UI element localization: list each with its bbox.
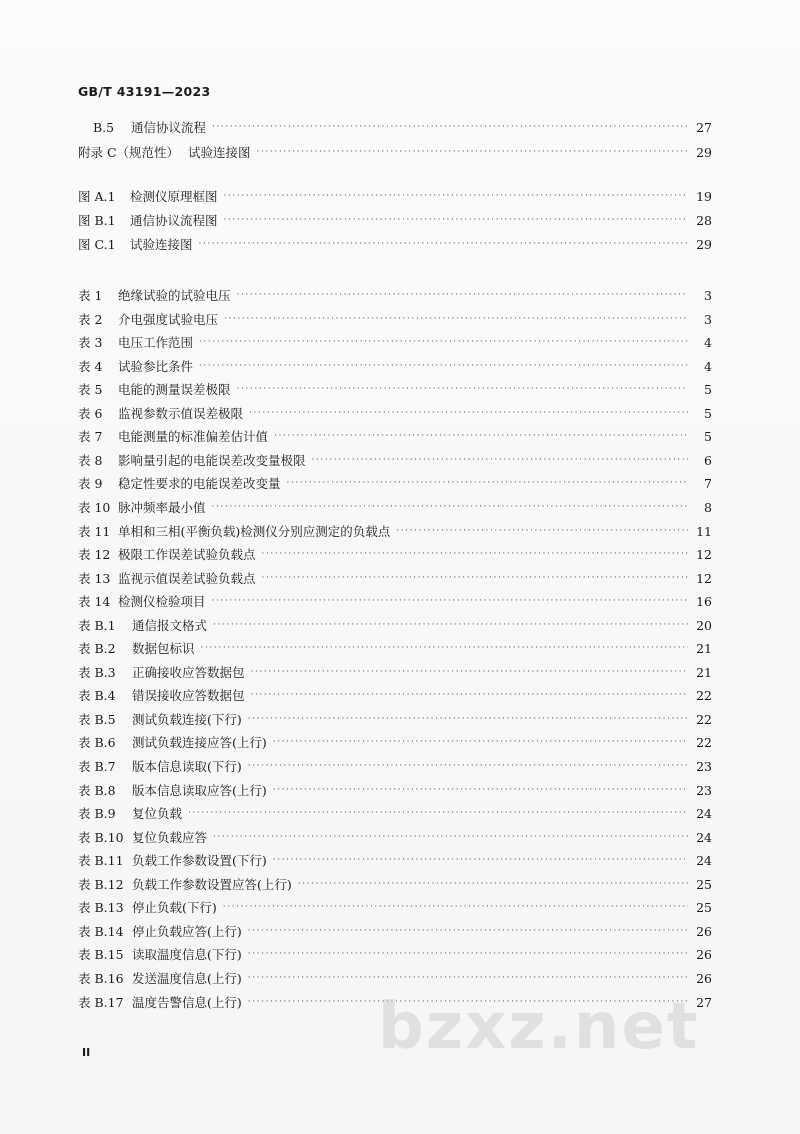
toc-entry-title: 版本信息读取(下行) [132, 759, 242, 774]
toc-entry-number: 表 1 [78, 288, 103, 303]
toc-entry-number: 表 B.7 [78, 759, 116, 774]
toc-entry-page: 5 [704, 381, 712, 397]
toc-entry [78, 686, 712, 704]
toc-entry-label [78, 522, 390, 540]
toc-leader-dots [248, 710, 688, 728]
toc-entry-page: 5 [704, 428, 712, 444]
toc-entry [78, 969, 712, 987]
toc-entry [78, 211, 712, 229]
toc-entry-page: 25 [696, 876, 712, 892]
toc-entry-label [78, 733, 267, 751]
toc-entry-number: 表 B.13 [78, 900, 124, 915]
toc-entry-page: 24 [696, 805, 712, 821]
toc-entry-number: 表 B.15 [78, 947, 124, 962]
toc-entry-title: 发送温度信息(上行) [132, 971, 242, 986]
toc-entry-label [78, 851, 267, 869]
toc-leader-dots [262, 569, 688, 587]
toc-entry-label [78, 969, 242, 987]
toc-entry-title: 复位负载应答 [132, 830, 208, 845]
toc-entry-page: 28 [696, 212, 712, 228]
toc-entry-title: 介电强度试验电压 [118, 312, 219, 327]
toc-leader-dots [199, 357, 688, 375]
toc-entry-label [78, 686, 245, 704]
toc-entry-page: 19 [696, 188, 712, 204]
toc-leader-dots [273, 851, 688, 869]
toc-entry-number: 表 B.17 [78, 995, 124, 1010]
toc-entry-page: 16 [696, 593, 712, 609]
toc-entry-page: 27 [696, 119, 712, 135]
toc-entry-page: 26 [696, 923, 712, 939]
toc-entry-page: 12 [696, 546, 712, 562]
toc-entry-number: 表 B.2 [78, 641, 116, 656]
toc-entry-label [78, 404, 243, 422]
toc-entry [78, 235, 712, 253]
toc-entry-page: 21 [696, 664, 712, 680]
toc-entry-label [78, 828, 207, 846]
toc-entry-label [78, 569, 256, 587]
toc-entry-title: 试验连接图 [188, 145, 251, 160]
page-number: II [82, 1046, 91, 1059]
toc-entry-number: 表 B.6 [78, 735, 116, 750]
toc-entry-label [78, 945, 242, 963]
toc-entry [78, 639, 712, 657]
toc-entry-title: 通信协议流程 [131, 120, 207, 135]
toc-entry-number: 表 10 [78, 500, 111, 515]
toc-entry-number: 图 B.1 [78, 213, 116, 228]
toc-entry-label [78, 235, 193, 253]
toc-leader-dots [287, 474, 688, 492]
toc-leader-dots [248, 969, 688, 987]
toc-leader-dots [212, 118, 688, 136]
toc-leader-dots [212, 592, 688, 610]
toc-entry-number: 表 8 [78, 453, 103, 468]
toc-leader-dots [273, 781, 688, 799]
toc-entry [78, 757, 712, 775]
toc-entry [78, 333, 712, 351]
toc-entry-page: 6 [704, 452, 712, 468]
toc-entry-label [78, 898, 217, 916]
toc-entry-number: 表 B.9 [78, 806, 116, 821]
toc-entry-title: 温度告警信息(上行) [132, 995, 242, 1010]
toc-entry-number: 表 B.12 [78, 877, 124, 892]
toc-leader-dots [298, 875, 688, 893]
toc-entry-title: 负载工作参数设置(下行) [132, 853, 267, 868]
toc-entry [78, 592, 712, 610]
toc-entry-label [78, 474, 281, 492]
toc-entry-title: 复位负载 [132, 806, 183, 821]
toc-entry-number: 表 B.11 [78, 853, 124, 868]
toc-entry-label [78, 286, 231, 304]
toc-entry-label [78, 710, 242, 728]
toc-entry-label [78, 639, 195, 657]
toc-entry-label [78, 781, 267, 799]
toc-entry-label [78, 757, 242, 775]
toc-leader-dots [396, 522, 688, 540]
toc-entry-number: 表 B.10 [78, 830, 124, 845]
toc-entry [78, 922, 712, 940]
toc-leader-dots [237, 380, 688, 398]
toc-leader-dots [248, 945, 688, 963]
toc-entry-page: 20 [696, 617, 712, 633]
toc-entry-page: 4 [704, 358, 712, 374]
toc-leader-dots [201, 639, 688, 657]
toc-entry-number: 表 6 [78, 406, 103, 421]
toc-entry-label [78, 211, 218, 229]
toc-entry-label [78, 663, 245, 681]
toc-entry-label [78, 498, 206, 516]
toc-entry-title: 电能的测量误差极限 [118, 382, 231, 397]
toc-entry [78, 733, 712, 751]
toc-entry-number: 表 4 [78, 359, 103, 374]
toc-leader-dots [223, 898, 688, 916]
toc-entry [78, 187, 712, 205]
toc-entry-number: 表 B.14 [78, 924, 124, 939]
toc-entry-title: 通信报文格式 [132, 618, 208, 633]
toc-entry-number: 图 C.1 [78, 237, 116, 252]
toc-entry-number: 表 12 [78, 547, 111, 562]
toc-entry [78, 474, 712, 492]
toc-entry-number: 表 5 [78, 382, 103, 397]
toc-entry-page: 8 [704, 499, 712, 515]
toc-entry-page: 24 [696, 829, 712, 845]
toc-leader-dots [251, 663, 688, 681]
toc-entry-page: 12 [696, 570, 712, 586]
toc-entry-page: 26 [696, 946, 712, 962]
toc-entry-title: 负载工作参数设置应答(上行) [132, 877, 292, 892]
toc-entry-page: 29 [696, 144, 712, 160]
toc-entry-title: 读取温度信息(下行) [132, 947, 242, 962]
toc-entry [78, 663, 712, 681]
toc-entry-page: 11 [696, 523, 712, 539]
toc-entry [78, 380, 712, 398]
toc-entry-number: 表 9 [78, 476, 103, 491]
toc-entry-title: 正确接收应答数据包 [132, 665, 245, 680]
toc-entry-page: 21 [696, 640, 712, 656]
toc-entry [78, 498, 712, 516]
toc-entry-number: 表 7 [78, 429, 103, 444]
toc-entry [78, 616, 712, 634]
toc-entry-page: 23 [696, 782, 712, 798]
toc-entry-page: 4 [704, 334, 712, 350]
toc-entry [78, 781, 712, 799]
toc-entry [78, 804, 712, 822]
toc-entry-title: 电压工作范围 [118, 335, 194, 350]
toc-entry-number: 表 B.1 [78, 618, 116, 633]
toc-entry-title: 检测仪检验项目 [118, 594, 206, 609]
toc-entry-title: 监视示值误差试验负载点 [118, 571, 256, 586]
toc-leader-dots [248, 922, 688, 940]
toc-entry-number: 附录 C（规范性） [78, 145, 180, 160]
watermark: bzxz.net [378, 990, 700, 1064]
toc-entry-title: 监视参数示值误差极限 [118, 406, 244, 421]
toc-leader-dots [212, 498, 688, 516]
toc-entry [78, 898, 712, 916]
toc-leader-dots [312, 451, 688, 469]
toc-leader-dots [199, 235, 688, 253]
toc-entry-page: 24 [696, 852, 712, 868]
toc-entry [78, 286, 712, 304]
toc-entry-label [78, 310, 218, 328]
toc-entry-number: 表 B.8 [78, 783, 116, 798]
toc-entry [93, 118, 712, 136]
toc-entry-label [78, 187, 218, 205]
toc-entry-label [78, 451, 306, 469]
toc-leader-dots [262, 545, 688, 563]
toc-leader-dots [224, 310, 688, 328]
toc-entry-page: 22 [696, 734, 712, 750]
toc-entry-title: 停止负载(下行) [132, 900, 217, 915]
toc-leader-dots [257, 143, 688, 161]
toc-entry-label [78, 333, 193, 351]
toc-entry-title: 试验连接图 [130, 237, 193, 252]
toc-entry-page: 23 [696, 758, 712, 774]
toc-entry-number: 表 14 [78, 594, 111, 609]
toc-entry-title: 电能测量的标准偏差估计值 [118, 429, 269, 444]
toc-leader-dots [224, 187, 688, 205]
toc-entry-number: 表 B.16 [78, 971, 124, 986]
toc-entry-label [78, 875, 292, 893]
toc-entry-title: 试验参比条件 [118, 359, 194, 374]
toc-leader-dots [237, 286, 688, 304]
toc-entry [78, 851, 712, 869]
toc-entry-title: 极限工作误差试验负载点 [118, 547, 256, 562]
toc-entry-label [78, 427, 268, 445]
toc-entry-number: 表 13 [78, 571, 111, 586]
toc-entry-number: 表 3 [78, 335, 103, 350]
toc-entry-label [78, 804, 182, 822]
toc-entry-page: 3 [704, 311, 712, 327]
toc-entry-page: 25 [696, 899, 712, 915]
toc-entry [78, 828, 712, 846]
toc-entry [78, 404, 712, 422]
toc-entry-label [78, 380, 231, 398]
toc-entry-number: 表 B.4 [78, 688, 116, 703]
toc-entry-title: 测试负载连接应答(上行) [132, 735, 267, 750]
toc-leader-dots [273, 733, 688, 751]
toc-entry-number: 表 11 [78, 524, 111, 539]
toc-entry-page: 29 [696, 236, 712, 252]
toc-entry-title: 脉冲频率最小值 [118, 500, 206, 515]
toc-entry [78, 143, 712, 161]
toc-entry-label [78, 545, 256, 563]
toc-entry-page: 7 [704, 475, 712, 491]
toc-entry-number: B.5 [93, 120, 115, 135]
toc-entry [78, 427, 712, 445]
toc-entry-page: 22 [696, 687, 712, 703]
toc-entry-page: 27 [696, 994, 712, 1010]
toc-leader-dots [274, 427, 688, 445]
toc-entry-title: 检测仪原理框图 [130, 189, 218, 204]
toc-entry [78, 945, 712, 963]
toc-entry-title: 稳定性要求的电能误差改变量 [118, 476, 281, 491]
toc-entry-label [78, 993, 242, 1011]
toc-entry-page: 26 [696, 970, 712, 986]
toc-entry [78, 545, 712, 563]
toc-entry-title: 数据包标识 [132, 641, 195, 656]
toc-entry [78, 522, 712, 540]
toc-entry-label [78, 357, 193, 375]
toc-leader-dots [188, 804, 688, 822]
toc-entry-label [78, 616, 207, 634]
toc-leader-dots [249, 404, 688, 422]
toc-entry-title: 测试负载连接(下行) [132, 712, 242, 727]
toc-entry [78, 710, 712, 728]
toc-entry [78, 310, 712, 328]
toc-entry-title: 绝缘试验的试验电压 [118, 288, 231, 303]
toc-entry-title: 版本信息读取应答(上行) [132, 783, 267, 798]
toc-entry-title: 单相和三相(平衡负载)检测仪分别应测定的负载点 [118, 524, 391, 539]
toc-leader-dots [224, 211, 688, 229]
standard-number: GB/T 43191—2023 [78, 84, 211, 99]
toc-leader-dots [248, 757, 688, 775]
toc-entry-page: 22 [696, 711, 712, 727]
toc-entry-label [78, 143, 251, 161]
toc-entry-number: 表 B.5 [78, 712, 116, 727]
toc-entry [78, 451, 712, 469]
toc-entry-label [93, 118, 206, 136]
toc-entry-title: 通信协议流程图 [130, 213, 218, 228]
toc-entry [78, 357, 712, 375]
toc-leader-dots [213, 616, 688, 634]
toc-leader-dots [213, 828, 688, 846]
toc-entry-number: 图 A.1 [78, 189, 116, 204]
toc-leader-dots [199, 333, 688, 351]
toc-entry [78, 875, 712, 893]
toc-entry-label [78, 922, 242, 940]
toc-entry-title: 影响量引起的电能误差改变量极限 [118, 453, 306, 468]
toc-entry-page: 3 [704, 287, 712, 303]
toc-entry [78, 569, 712, 587]
toc-entry-page: 5 [704, 405, 712, 421]
toc-entry-label [78, 592, 206, 610]
toc-entry-number: 表 B.3 [78, 665, 116, 680]
toc-entry-title: 错误接收应答数据包 [132, 688, 245, 703]
toc-entry-number: 表 2 [78, 312, 103, 327]
toc-entry-title: 停止负载应答(上行) [132, 924, 242, 939]
toc-leader-dots [251, 686, 688, 704]
